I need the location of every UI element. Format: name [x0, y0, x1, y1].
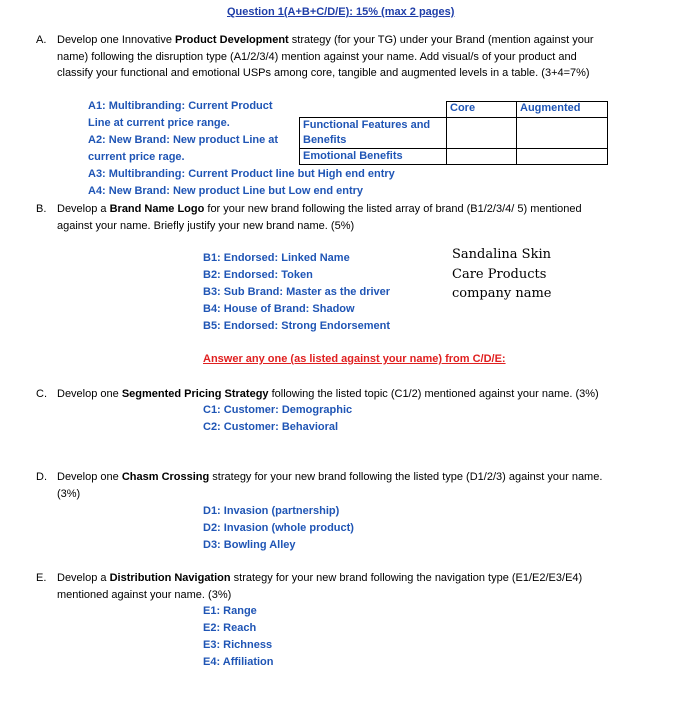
handwritten-line: Care Products: [452, 266, 547, 282]
usp-row-emotional: Emotional Benefits: [300, 149, 447, 165]
section-e-line2: mentioned against your name. (3%): [57, 588, 232, 601]
list-item: B4: House of Brand: Shadow: [203, 303, 355, 315]
handwritten-line: company name: [452, 286, 552, 301]
section-a-marker: A.: [36, 34, 47, 46]
section-b-line1-post: for your new brand following the listed array of brand (B1/2/3/4/ 5) mentioned: [204, 203, 582, 215]
list-item: C1: Customer: Demographic: [203, 404, 353, 416]
list-item: D2: Invasion (whole product): [203, 522, 354, 534]
usp-cell: [447, 149, 517, 165]
section-e-line1-post: strategy for your new brand following the navigation type (E1/E2/E3/E4): [230, 572, 583, 584]
section-b-line2: against your name. Briefly justify your new brand name. (5%): [57, 219, 355, 232]
handwritten-note: [452, 245, 552, 304]
section-c-line1-pre: Develop one: [57, 388, 122, 400]
list-item: C2: Customer: Behavioral: [203, 421, 339, 433]
section-c-text: [57, 386, 642, 403]
section-a-line1-post: strategy (for your TG) under your Brand (mention against your: [288, 34, 594, 46]
section-a-line1-bold: Product Development: [175, 34, 289, 46]
section-a-line2: name) following the disruption type (A1/2/3/4) mention against your name. Add visual/s of your product and: [57, 50, 577, 63]
handwritten-line: Sandalina Skin: [452, 247, 551, 262]
list-item: D3: Bowling Alley: [203, 539, 296, 551]
section-d-line1-post: strategy for your new brand following the listed type (D1/2/3) against your name.: [209, 471, 603, 483]
section-e-marker: E.: [36, 572, 47, 584]
section-b-marker: B.: [36, 203, 47, 215]
usp-header-augmented: Augmented: [517, 102, 608, 118]
list-item: E3: Richness: [203, 639, 273, 651]
list-item: D1: Invasion (partnership): [203, 505, 340, 517]
section-d-line1-bold: Chasm Crossing: [121, 471, 210, 483]
section-a-text: [57, 32, 642, 82]
usp-row-functional: Functional Features and Benefits: [300, 118, 447, 149]
list-item: A2: New Brand: New product Line at: [88, 134, 279, 146]
section-d-list: [203, 503, 354, 554]
section-a-line3: classify your functional and emotional USPs among core, tangible and augmented levels in a table. (3+4=7%): [57, 67, 590, 79]
list-item: B5: Endorsed: Strong Endorsement: [203, 320, 391, 332]
list-item: current price rage.: [88, 151, 185, 163]
list-item: B2: Endorsed: Token: [203, 269, 313, 281]
section-c-list: [203, 402, 352, 436]
usp-cell: [517, 149, 608, 165]
list-item: A3: Multibranding: Current Product line but High end entry: [88, 168, 395, 180]
section-d-text: [57, 469, 642, 502]
section-d-line1-pre: Develop one: [57, 471, 122, 483]
section-c-marker: C.: [36, 388, 47, 400]
section-c-line1-bold: Segmented Pricing Strategy: [121, 388, 269, 400]
list-item: E1: Range: [203, 605, 257, 617]
section-e-line1-bold: Distribution Navigation: [109, 572, 231, 584]
page-title: Question 1(A+B+C/D/E): 15% (max 2 pages): [227, 6, 455, 18]
list-item: E4: Affiliation: [203, 656, 274, 668]
list-item: A4: New Brand: New product Line but Low end entry: [88, 185, 364, 197]
list-item: E2: Reach: [203, 622, 257, 634]
usp-cell: [447, 118, 517, 149]
section-b-list: [203, 250, 390, 335]
list-item: Line at current price range.: [88, 117, 230, 129]
usp-cell: [517, 118, 608, 149]
section-e-list: [203, 603, 273, 671]
list-item: A1: Multibranding: Current Product: [88, 100, 273, 112]
section-d-marker: D.: [36, 471, 47, 483]
list-item: B1: Endorsed: Linked Name: [203, 252, 350, 264]
usp-header-core: Core: [447, 102, 517, 118]
list-item: B3: Sub Brand: Master as the driver: [203, 286, 391, 298]
section-e-line1-pre: Develop a: [57, 572, 110, 584]
usp-table: [299, 101, 608, 165]
section-c-line1-post: following the listed topic (C1/2) mentioned against your name. (3%): [268, 388, 599, 400]
section-d-line2: (3%): [57, 487, 81, 500]
section-e-text: [57, 570, 642, 603]
section-a-line1-pre: Develop one Innovative: [57, 34, 176, 46]
answer-note: Answer any one (as listed against your name) from C/D/E:: [203, 353, 506, 365]
section-b-line1-pre: Develop a: [57, 203, 110, 215]
section-b-line1-bold: Brand Name Logo: [109, 203, 205, 215]
section-b-text: [57, 201, 642, 234]
